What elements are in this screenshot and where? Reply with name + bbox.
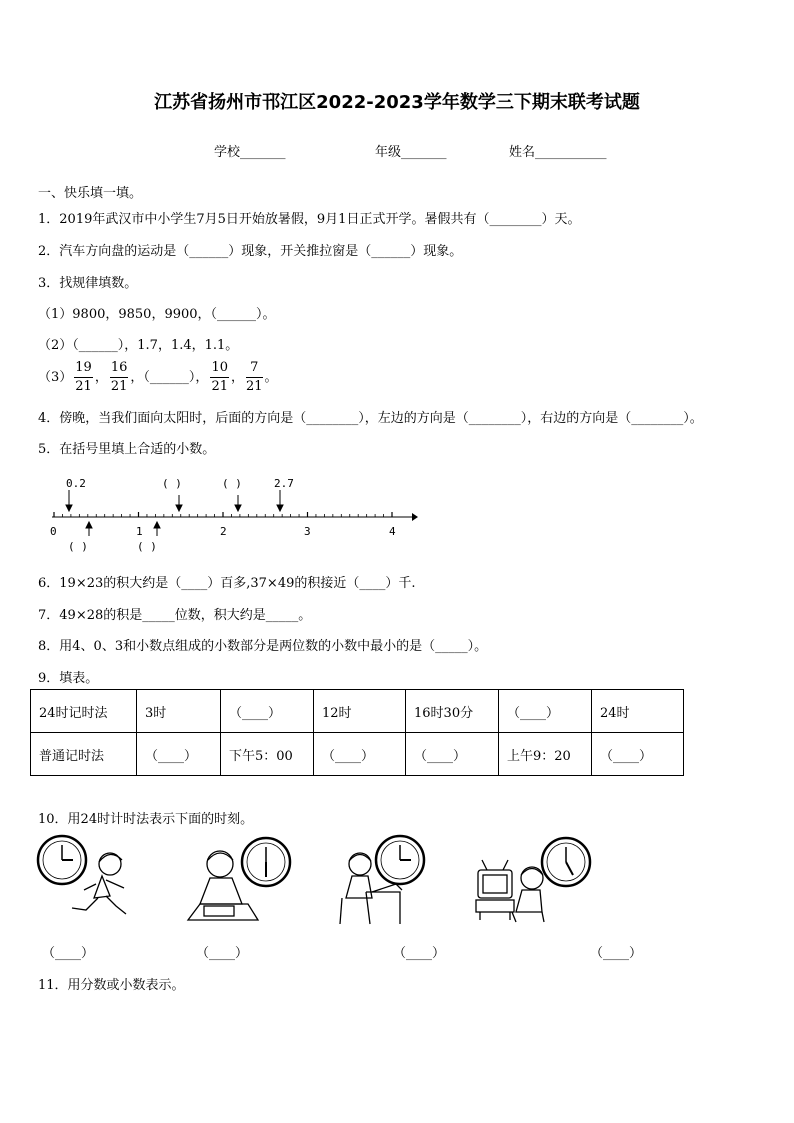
table-cell: 24时 (592, 690, 684, 733)
answer-blank: （____） (393, 946, 446, 961)
grade-field: 年级_______ (375, 145, 447, 160)
numerator: 10 (210, 359, 229, 378)
label-blank-bottom-2: ( ) (137, 540, 157, 553)
table-cell: （____） (221, 690, 314, 733)
arrow-head-icon (66, 505, 72, 511)
table-cell: 16时30分 (406, 690, 499, 733)
numerator: 7 (246, 359, 263, 378)
label-blank-bottom-1: ( ) (68, 540, 88, 553)
question-2: 2．汽车方向盘的运动是（______）现象，开关推拉窗是（______）现象。 (38, 244, 463, 259)
part-3-prefix: （3） (38, 370, 73, 385)
name-field: 姓名___________ (509, 145, 607, 160)
question-3-part-1: （1）9800，9850，9900，（______）。 (38, 307, 276, 322)
arrow-head-icon (176, 505, 182, 511)
arrow-head-icon (412, 513, 418, 521)
table-row (31, 733, 684, 776)
study-boy-clock-illustration (336, 834, 436, 926)
section-heading: 一、快乐填一填。 (38, 186, 143, 201)
question-3-part-3 (38, 358, 278, 398)
fraction (110, 359, 129, 396)
separator: ， (230, 370, 244, 385)
denominator: 21 (110, 379, 128, 394)
separator: ， (94, 370, 108, 385)
question-3-stem: 3．找规律填数。 (38, 276, 138, 291)
fraction (246, 359, 263, 396)
fraction (210, 359, 229, 396)
table-cell: 3时 (137, 690, 221, 733)
question-8: 8．用4、0、3和小数点组成的小数部分是两位数的小数中最小的是（_____）。 (38, 639, 488, 654)
question-7: 7．49×28的积是_____位数，积大约是_____。 (38, 608, 312, 623)
numerator: 16 (110, 359, 129, 378)
separator: ， (130, 370, 144, 385)
label-blank-top-2: ( ) (222, 477, 242, 490)
fraction (74, 359, 93, 396)
tick-label-4: 4 (389, 525, 396, 538)
tv-icon (476, 860, 514, 920)
answer-blank: （____） (590, 946, 643, 961)
arrow-head-icon (86, 522, 92, 528)
label-2-7: 2.7 (274, 477, 294, 490)
sitting-boy-icon (512, 867, 544, 922)
table-cell: （____） (137, 733, 221, 776)
tick-label-3: 3 (304, 525, 311, 538)
question-9-stem: 9．填表。 (38, 671, 99, 686)
table-cell: （____） (592, 733, 684, 776)
table-cell: 24时记时法 (31, 690, 137, 733)
arrow-head-icon (235, 505, 241, 511)
running-boy-clock-illustration (36, 834, 136, 926)
tick-label-1: 1 (136, 525, 143, 538)
tick-label-2: 2 (220, 525, 227, 538)
table-cell: （____） (499, 690, 592, 733)
question-4: 4．傍晚，当我们面向太阳时，后面的方向是（________），左边的方向是（________），右边的方向是（________）。 (38, 411, 703, 426)
denominator: 21 (246, 379, 263, 394)
school-field: 学校_______ (214, 145, 286, 160)
question-10-stem: 10．用24时计时法表示下面的时刻。 (38, 812, 254, 827)
question-3-part-2: （2）（______），1.7，1.4，1.1。 (38, 338, 239, 353)
clock-icon (542, 838, 590, 886)
denominator: 21 (75, 379, 92, 394)
desk-boy-clock-illustration (186, 834, 296, 926)
clock-icon (38, 836, 86, 884)
answer-blank: （____） (42, 946, 95, 961)
tv-boy-clock-illustration (472, 834, 594, 926)
page-title: 江苏省扬州市邗江区2022-2023学年数学三下期末联考试题 (154, 92, 640, 113)
question-11: 11．用分数或小数表示。 (38, 978, 185, 993)
table-cell: 上午9：20 (499, 733, 592, 776)
answer-blank: （______） (143, 370, 196, 385)
arrow-head-icon (277, 505, 283, 511)
label-0-2: 0.2 (66, 477, 86, 490)
arrow-head-icon (154, 522, 160, 528)
table-cell: 12时 (314, 690, 406, 733)
table-cell: （____） (314, 733, 406, 776)
separator: ， (195, 370, 209, 385)
answer-blank: （____） (196, 946, 249, 961)
period: 。 (264, 370, 278, 385)
denominator: 21 (211, 379, 228, 394)
clock-icon (376, 836, 424, 884)
table-cell: 下午5：00 (221, 733, 314, 776)
question-6: 6．19×23的积大约是（____）百多,37×49的积接近（____）千. (38, 576, 416, 591)
numerator: 19 (74, 359, 93, 378)
clock-icon (242, 838, 290, 886)
table-cell: （____） (406, 733, 499, 776)
label-blank-top-1: ( ) (162, 477, 182, 490)
question-5-stem: 5．在括号里填上合适的小数。 (38, 442, 216, 457)
question-1: 1．2019年武汉市中小学生7月5日开始放暑假，9月1日正式开学。暑假共有（________）天。 (38, 212, 581, 227)
time-table (30, 689, 684, 776)
table-cell: 普通记时法 (31, 733, 137, 776)
tick-marks (54, 512, 392, 517)
table-row (31, 690, 684, 733)
tick-label-0: 0 (50, 525, 57, 538)
number-line (40, 470, 430, 560)
